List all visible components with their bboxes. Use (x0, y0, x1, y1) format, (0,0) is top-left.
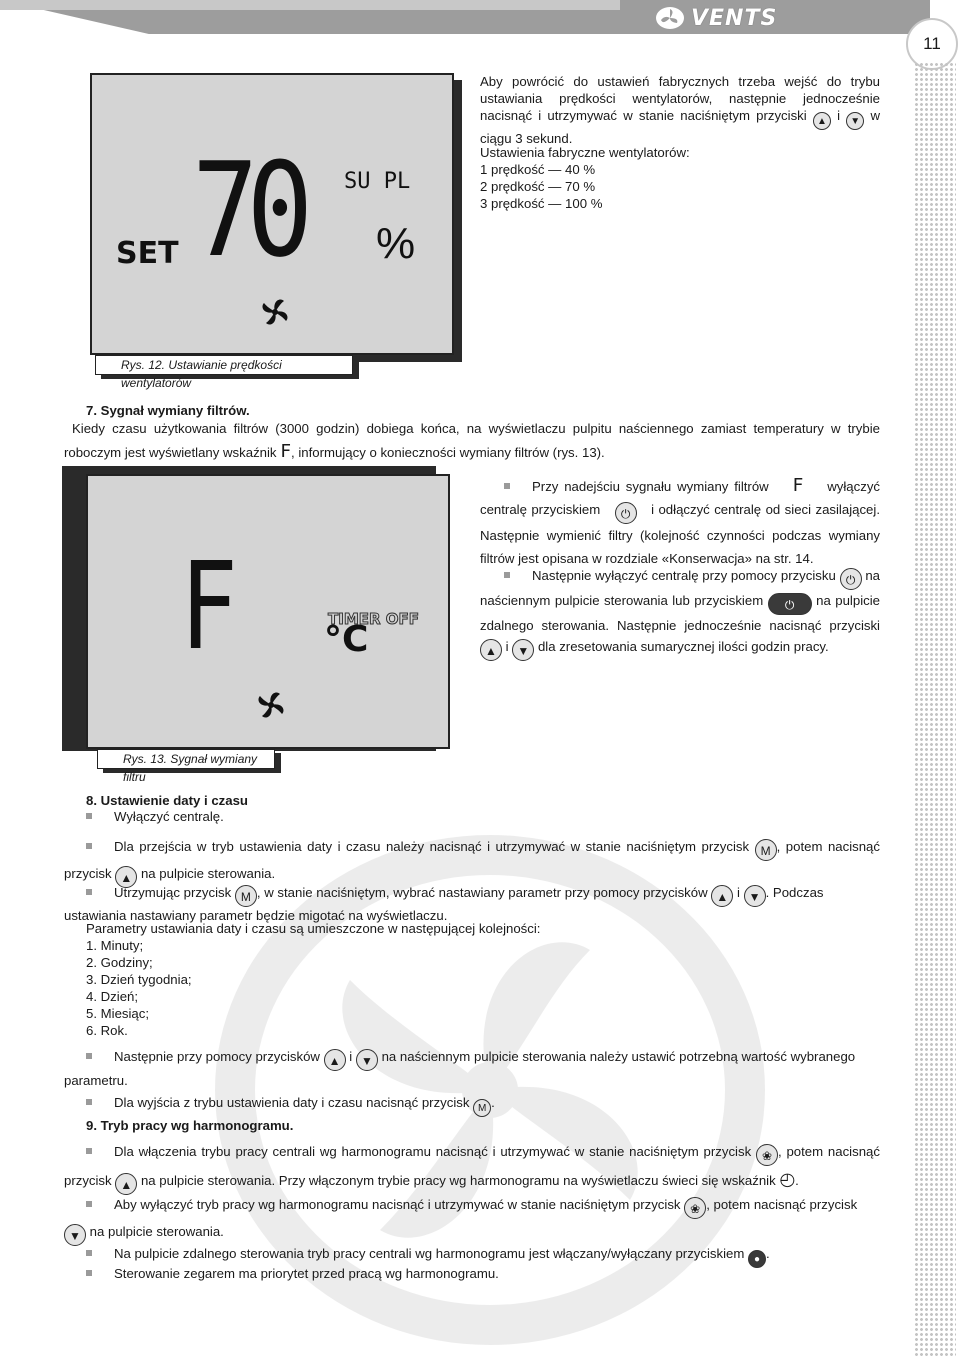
param-item-1: 1. Minuty; (86, 938, 144, 953)
param-item-6: 6. Rok. (86, 1023, 128, 1038)
schedule-off-text: Aby wyłączyć tryb pracy wg harmonogramu nacisnąć i utrzymywać w stanie naciśniętym przycisk (86, 1197, 681, 1212)
down-button-icon: ▼ (64, 1224, 86, 1246)
factory-reset-text (480, 73, 880, 147)
date-mode-text-4: na pulpicie sterowania. (140, 866, 276, 881)
section9-bullet-1 (64, 1139, 880, 1195)
timer-off-indicator: TIMER OFF (328, 610, 420, 628)
figure12-caption: Rys. 12. Ustawianie prędkości wentylatorów (95, 355, 353, 375)
param-item-3: 3. Dzień tygodnia; (86, 972, 192, 987)
up-button-icon: ▲ (480, 639, 502, 661)
up-button-icon: ▲ (813, 112, 831, 130)
filter-bullet-1 (480, 474, 880, 570)
param-select-text-2: , w stanie naciśniętym, wybrać nastawiany parametr przy pomocy przycisków (256, 885, 708, 900)
clock-priority-text: Sterowanie zegarem ma priorytet przed pracą wg harmonogramu. (86, 1266, 499, 1281)
set-indicator: SET (116, 236, 179, 271)
speed1-setting: 1 prędkość — 40 % (480, 162, 596, 177)
section8-bullet-5 (64, 1094, 495, 1117)
factory-reset-instruction: Aby powrócić do ustawień fabrycznych trzeba wejść do trybu ustawiania prędkości wentylatorów, następnie jednocześnie nacisnąć i utrzymywać w stanie naciśniętym przyciski (480, 74, 880, 123)
filter-bullet-2c: na pulpicie zdalnego sterowania. Następnie jednocześnie nacisnąć przyciski (480, 593, 880, 633)
schedule-on-text: Dla włączenia trybu pracy centrali wg harmonogramu nacisnąć i utrzymywać w stanie naciśniętym przycisk (86, 1144, 751, 1159)
menu-button-icon: M (755, 839, 777, 861)
section8-bullet-4 (64, 1047, 880, 1091)
down-button-icon: ▼ (744, 885, 766, 907)
section9-bullet-4 (64, 1265, 499, 1282)
menu-button-icon: M (473, 1099, 491, 1117)
speed-value: 70 (192, 134, 302, 286)
fan-icon (254, 688, 288, 722)
set-value-text-3: na naściennym pulpicie sterowania należy ustawić potrzebną wartość wybranego (381, 1049, 856, 1064)
percent-unit: % (376, 219, 416, 268)
power-button-icon: ⏻ (840, 568, 862, 590)
filter-bullet-2a: Następnie wyłączyć centralę przy pomocy przycisku (504, 568, 836, 583)
date-mode-text: Dla przejścia w tryb ustawienia daty i czasu należy nacisnąć i utrzymywać w stanie naciśniętym przycisk (86, 839, 749, 854)
header-accent (0, 0, 620, 10)
param-select-text: Utrzymując przycisk (86, 885, 231, 900)
moon-button-icon: ● (748, 1250, 766, 1268)
figure13-caption: Rys. 13. Sygnał wymiany filtru (97, 749, 275, 769)
section8-bullet-3 (64, 884, 880, 924)
supply-indicator: SU PL (344, 169, 411, 194)
turn-off-text: Wyłączyć centralę. (86, 809, 224, 824)
brand-logo (655, 5, 825, 31)
section9-heading: 9. Tryb pracy wg harmonogramu. (86, 1118, 294, 1133)
section7-paragraph (64, 417, 880, 464)
factory-settings-label: Ustawienia fabryczne wentylatorów: (480, 145, 690, 160)
param-item-5: 5. Miesiąc; (86, 1006, 150, 1021)
filter-f-indicator-icon: F (792, 475, 804, 496)
set-value-text: Następnie przy pomocy przycisków (86, 1049, 320, 1064)
down-button-icon: ▼ (356, 1049, 378, 1071)
param-item-2: 2. Godziny; (86, 955, 153, 970)
filter-bullet-2 (480, 565, 880, 661)
clock-indicator-icon: ◴ (779, 1169, 796, 1189)
schedule-on-text-4: na pulpicie sterowania. Przy włączonym trybie pracy wg harmonogramu na wyświetlaczu świeci się wskaźnik (140, 1173, 776, 1188)
figure13-lcd-display (86, 474, 450, 749)
page-number: 11 (906, 18, 958, 70)
and-word: i (837, 108, 841, 123)
section7-heading: 7. Sygnał wymiany filtrów. (86, 403, 250, 418)
date-mode-text-3: przycisk (64, 866, 112, 881)
down-button-icon: ▼ (512, 639, 534, 661)
up-button-icon: ▲ (324, 1049, 346, 1071)
up-button-icon: ▲ (115, 1173, 137, 1195)
filter-f-indicator-icon: F (280, 441, 292, 462)
filter-bullet-2d: i (505, 639, 509, 654)
fan-button-icon: ❀ (756, 1144, 778, 1166)
fan-icon (258, 295, 292, 329)
up-button-icon: ▲ (115, 866, 137, 888)
side-dot-pattern (914, 62, 956, 1358)
section8-bullet-1 (86, 808, 224, 825)
params-intro: Parametry ustawiania daty i czasu są umieszczone w następującej kolejności: (86, 921, 541, 936)
power-button-icon: ⏻ (615, 502, 637, 524)
filter-signal-text: Kiedy czasu użytkowania filtrów (3000 godzin) dobiega końca, na wyświetlaczu pulpitu naściennego zamiast temperatury w trybie roboczym jest wyświetlany wskaźnik (64, 421, 880, 460)
param-select-text-4: . Podczas (765, 885, 824, 900)
date-mode-text-2: , potem nacisnąć (776, 839, 880, 854)
figure12-lcd-display (90, 73, 454, 355)
down-button-icon: ▼ (846, 112, 864, 130)
remote-schedule-text: Na pulpicie zdalnego sterowania tryb pracy centrali wg harmonogramu jest włączany/wyłączany przyciskiem (86, 1246, 744, 1261)
fan-logo-icon (655, 6, 685, 30)
section8-bullet-2 (64, 834, 880, 888)
filter-bullet-1c: i odłączyć centralę od sieci zasilającej. Następnie wymienić filtry (kolejność czynności podczas wymiany filtrów jest opisana w rozdziale «Konserwacja» na str. 14. (480, 502, 880, 566)
brand-name: VENTS (691, 5, 778, 31)
filter-bullet-2b: na naściennym pulpicie sterowania lub przyciskiem (480, 568, 880, 608)
schedule-on-text-3: przycisk (64, 1173, 112, 1188)
speed2-setting: 2 prędkość — 70 % (480, 179, 596, 194)
fan-button-icon: ❀ (684, 1197, 706, 1219)
remote-schedule-text-2: . (766, 1246, 770, 1261)
filter-signal-text-end: , informujący o konieczności wymiany filtrów (rys. 13). (291, 445, 605, 460)
up-button-icon: ▲ (711, 885, 733, 907)
param-select-text-3: i (736, 885, 740, 900)
param-item-4: 4. Dzień; (86, 989, 139, 1004)
speed3-setting: 3 prędkość — 100 % (480, 196, 603, 211)
remote-power-button-icon: ⏻ (768, 593, 812, 615)
exit-date-text: Dla wyjścia z trybu ustawienia daty i czasu nacisnąć przycisk (86, 1095, 469, 1110)
schedule-on-text-2: , potem nacisnąć (777, 1144, 880, 1159)
section9-bullet-2 (64, 1192, 880, 1246)
set-value-text-4: parametru. (64, 1073, 128, 1088)
schedule-on-text-5: . (795, 1173, 799, 1188)
menu-button-icon: M (235, 885, 257, 907)
filter-bullet-1b: wyłączyć centralę przyciskiem (480, 479, 881, 517)
param-select-text-5: ustawiania nastawiany parametr będzie migotać na wyświetlaczu. (64, 908, 448, 923)
exit-date-text-2: . (491, 1095, 495, 1110)
filter-letter: F (180, 538, 238, 677)
filter-bullet-2e: dla zresetowania sumarycznej ilości godzin pracy. (537, 639, 829, 654)
section8-heading: 8. Ustawienie daty i czasu (86, 793, 248, 808)
schedule-off-text-2: , potem nacisnąć przycisk (706, 1197, 858, 1212)
set-value-text-2: i (349, 1049, 353, 1064)
filter-bullet-1a: Przy nadejściu sygnału wymiany filtrów (504, 479, 769, 494)
celsius-unit: °C (324, 619, 369, 660)
schedule-off-text-3: na pulpicie sterowania. (89, 1224, 224, 1239)
factory-reset-end: w ciągu 3 sekund. (480, 108, 880, 146)
